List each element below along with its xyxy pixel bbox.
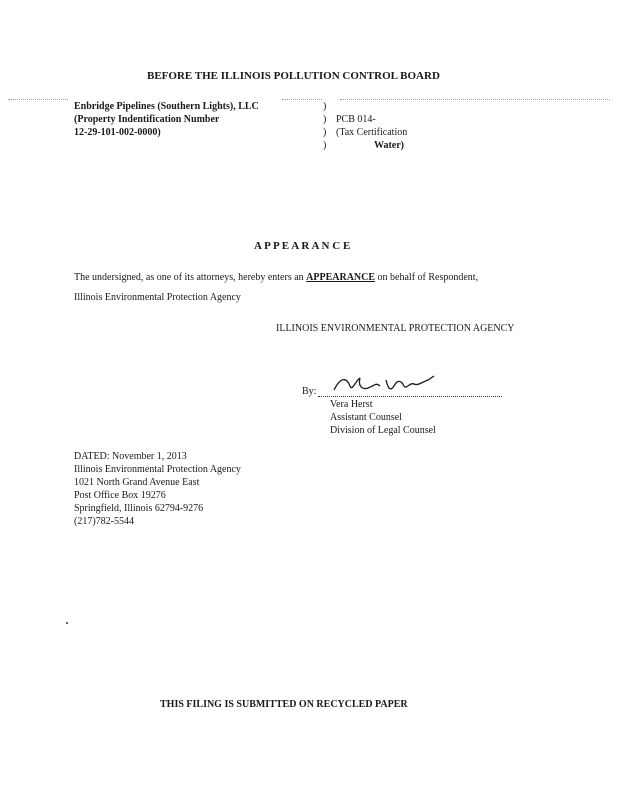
- caption-party-block: [74, 100, 259, 139]
- caption-case-block: [336, 113, 407, 152]
- case-type-line: Water): [374, 140, 404, 151]
- caption-paren: ): [323, 101, 327, 112]
- address-line: 1021 North Grand Avenue East: [74, 477, 200, 488]
- scan-speck: [66, 622, 68, 624]
- body-line-1: [74, 272, 478, 283]
- case-number: PCB 014-: [336, 114, 376, 125]
- by-label: By:: [302, 386, 317, 397]
- caption-rule-right: [340, 99, 610, 100]
- dated-address-block: [74, 450, 241, 528]
- caption-party-line: (Property Indentification Number: [74, 114, 220, 125]
- body-text-before: The undersigned, as one of its attorneys, hereby enters an: [74, 272, 307, 283]
- signatory-block: [330, 398, 436, 437]
- handwritten-signature: [330, 372, 440, 398]
- appearance-keyword: APPEARANCE: [306, 272, 376, 283]
- recycled-paper-footer: THIS FILING IS SUBMITTED ON RECYCLED PAPER: [160, 699, 408, 710]
- signatory-name: Vera Herst: [330, 399, 373, 410]
- caption-rule-mid: [282, 99, 322, 100]
- caption-paren: ): [323, 114, 327, 125]
- caption-party-line: Enbridge Pipelines (Southern Lights), LLC: [74, 101, 259, 112]
- caption-rule-left: [8, 99, 68, 100]
- caption-party-line: 12-29-101-002-0000): [74, 127, 161, 138]
- document-title: BEFORE THE ILLINOIS POLLUTION CONTROL BOARD: [147, 70, 440, 82]
- signatory-division: Division of Legal Counsel: [330, 425, 436, 436]
- body-text-after: on behalf of Respondent,: [375, 272, 479, 283]
- appearance-heading: A P P E A R A N C E: [254, 240, 351, 252]
- address-line: Springfield, Illinois 62794-9276: [74, 503, 204, 514]
- caption-paren: ): [323, 140, 327, 151]
- case-type-line: (Tax Certification: [336, 127, 408, 138]
- dated-line: DATED: November 1, 2013: [74, 451, 187, 462]
- address-line: Illinois Environmental Protection Agency: [74, 464, 241, 475]
- signatory-title: Assistant Counsel: [330, 412, 402, 423]
- body-line-2: Illinois Environmental Protection Agency: [74, 292, 241, 303]
- caption-parentheses: [323, 100, 326, 152]
- signature-line: [318, 396, 502, 397]
- caption-paren: ): [323, 127, 327, 138]
- agency-signature-name: ILLINOIS ENVIRONMENTAL PROTECTION AGENCY: [276, 323, 515, 334]
- phone-line: (217)782-5544: [74, 516, 134, 527]
- address-line: Post Office Box 19276: [74, 490, 166, 501]
